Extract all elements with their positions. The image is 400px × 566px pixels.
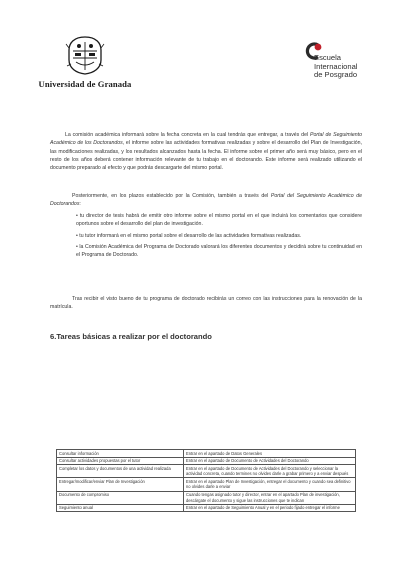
table-cell-action: Entrar en el apartado de Documento de Actividades del Doctorando y seleccionar la actividad concreta, cuando termines no olvides darle a grabar primero y a enviar después [184, 465, 356, 478]
school-logo [302, 40, 382, 86]
table-cell-task: Consultar actividades propuestas por el tutor [57, 457, 184, 465]
table-cell-action: Entrar en el apartado Plan de Investigación, entregar el documento y cuando sea definitivo no olvides darle a enviar [184, 478, 356, 491]
table-row [57, 450, 356, 458]
table-cell-action: Entrar en el apartado de Datos Generales [184, 450, 356, 458]
table-cell-task: Documento de compromiso [57, 491, 184, 504]
bullet-list [76, 212, 362, 262]
table-cell-action: Entrar en el apartado de Documento de Actividades del Doctorando [184, 457, 356, 465]
university-seal-icon [60, 34, 110, 76]
list-item: • tu tutor informará en el mismo portal sobre el desarrollo de las actividades formativas realizadas. [76, 232, 302, 239]
list-item: • tu director de tesis habrá de emitir otro informe sobre el mismo portal en el que incluirá los comentarios que considere oportunos sobre el desarrollo del plan de investigación. [76, 213, 362, 228]
tasks-table [56, 449, 356, 512]
paragraph-posteriormente: Posteriormente, en los plazos establecido por la Comisión, también a través del Portal del Seguimiento Académico de Doctorandos: [50, 193, 362, 208]
paragraph-informe: La comisión académica informará sobre la fecha concreta en la cual tendrás que entregar, a través del Portal de Seguimiento Académico de los Doctorandos, el informe sobre las actividades formativas realizadas y sobre el desarrollo del Plan de Investigación, las modificaciones realizadas, y los resultados alcanzados hasta la fecha. El informe sobre el primer año será muy básico, pero en el resto de los años deberá contener información relevante de tu trabajo en el doctorando. Este informe será realizado utilizando el documento preparado al efecto y que podrás descargarte del mismo portal. [50, 132, 362, 172]
table-cell-action: Entrar en el apartado de Seguimiento Anual y en el periodo fijado entregar el informe [184, 504, 356, 512]
list-item: • la Comisión Académica del Programa de Doctorado valorará los diferentes documentos y decidirá sobre tu continuidad en el Programa de Doctorado. [76, 243, 362, 259]
table-row [57, 465, 356, 478]
university-name: Universidad de Granada [38, 79, 132, 89]
school-logo-text: Escuela Internacional de Posgrado [314, 53, 358, 79]
paragraph-renovacion: Tras recibir el visto bueno de tu programa de doctorado recibirás un correo con las instrucciones para la renovación de la matrícula. [50, 296, 362, 311]
table-row [57, 504, 356, 512]
table-cell-task: Seguimiento anual [57, 504, 184, 512]
table-row [57, 478, 356, 491]
university-logo [30, 34, 140, 89]
table-row [57, 457, 356, 465]
table-cell-task: Entregar/modificar/enviar Plan de Investigación [57, 478, 184, 491]
table-row [57, 491, 356, 504]
table-cell-task: Consultar información [57, 450, 184, 458]
table-cell-task: Completar los datos y documentos de una actividad realizada [57, 465, 184, 478]
section-title: 6.Tareas básicas a realizar por el doctorando [50, 332, 212, 341]
table-cell-action: Cuando tengas asignado tutor y director, entrar en el apartado Plan de investigación, descárgate el documento y sigue las instrucciones que te indican [184, 491, 356, 504]
